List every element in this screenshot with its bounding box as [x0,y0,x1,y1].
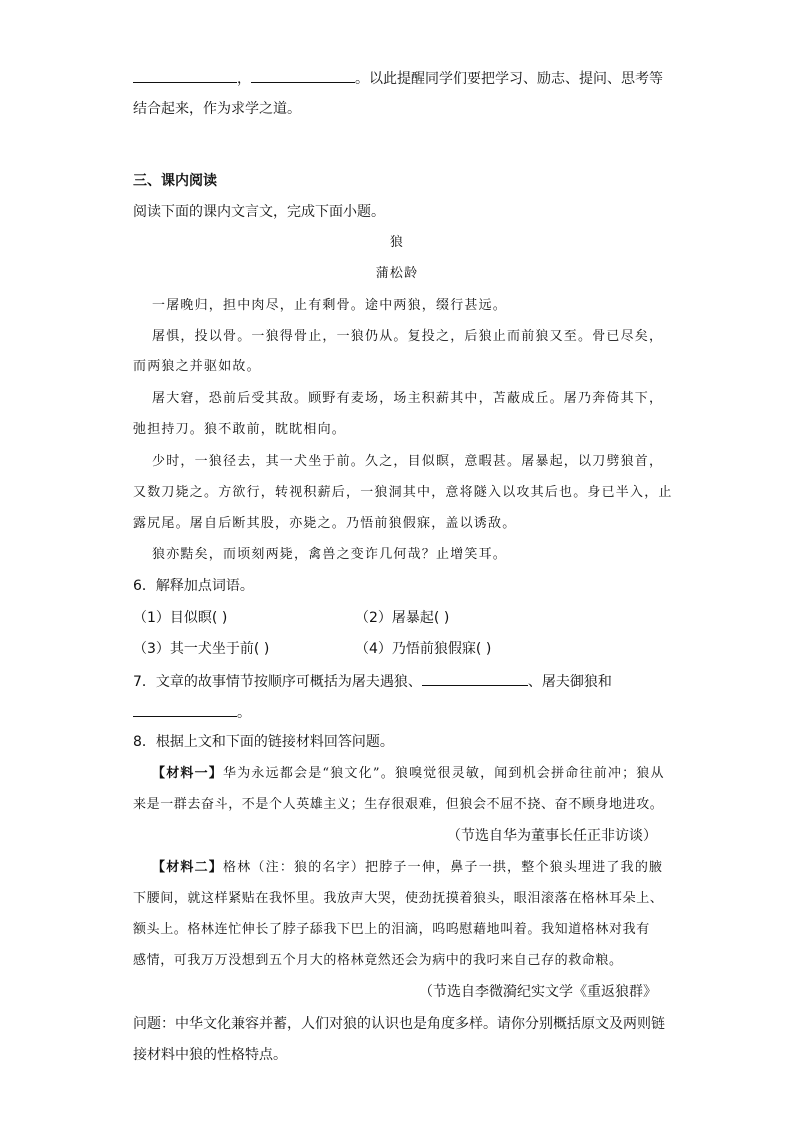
material1-line2: 来是一群去奋斗，不是个人英雄主义；生存很艰难，但狼会不屈不挠、奋不顾身地进攻。 [133,797,664,812]
passage-line: 狼亦黠矣，而顷刻两毙，禽兽之变诈几何哉？止增笑耳。 [152,547,508,562]
material2-line2: 下腰间，就这样紧贴在我怀里。我放声大哭，使劲抚摸着狼头，眼泪滚落在格林耳朵上、 [133,891,664,906]
q7-stem: 7．文章的故事情节按顺序可概括为屠夫遇狼、 [133,674,422,690]
passage-author: 蒲松龄 [375,266,419,281]
comma: ， [237,71,251,87]
section1-line1 [133,68,663,88]
material1-label: 【材料一】 [152,766,224,781]
q6-item-4[interactable]: （4）乃悟前狼假寐( ) [355,641,492,657]
q8-stem: 8．根据上文和下面的链接材料回答问题。 [133,734,394,750]
q8-question-line2: 接材料中狼的性格特点。 [133,1047,287,1063]
passage-line: 弛担持刀。狼不敢前，眈眈相向。 [133,422,347,437]
material2-line4: 感情，可我万万没想到五个月大的格林竟然还会为病中的我叼来自己存的救命粮。 [133,953,623,968]
q6-item-2[interactable]: （2）屠暴起( ) [355,610,450,626]
answer-blank[interactable] [133,68,237,83]
answer-blank[interactable] [133,702,237,717]
answer-blank[interactable] [251,68,355,83]
q7-line2 [133,702,251,722]
passage-line: 屠惧，投以骨。一狼得骨止，一狼仍从。复投之，后狼止而前狼又至。骨已尽矣， [152,329,664,344]
material2-label: 【材料二】 [152,860,224,875]
q6-item-1[interactable]: （1）目似瞑( ) [133,610,228,626]
passage-line: 屠大窘，恐前后受其敌。顾野有麦场，场主积薪其中，苫蔽成丘。屠乃奔倚其下， [152,391,664,406]
material2-line1 [152,859,663,877]
material2-line3: 额头上。格林连忙伸长了脖子舔我下巴上的泪滴，呜呜慰藉地叫着。我知道格林对我有 [133,922,650,937]
section-instruction: 阅读下面的课内文言文，完成下面小题。 [133,204,385,220]
q7-middle: 、屠夫御狼和 [527,674,612,690]
passage-title: 狼 [389,235,405,250]
q7-end: 。 [237,705,251,721]
material1-line1 [152,765,665,783]
passage-line: 露尻尾。屠自后断其股，亦毙之。乃悟前狼假寐，盖以诱敌。 [133,516,517,531]
section1-text: 。以此提醒同学们要把学习、励志、提问、思考等 [355,71,663,87]
material2-source: （节选自李微漪纪实文学《重返狼群》 [419,984,657,1000]
q6-item-3[interactable]: （3）其一犬坐于前( ) [133,641,270,657]
section-heading: 三、课内阅读 [133,173,217,189]
q7-line1 [133,671,612,691]
q6-stem: 6．解释加点词语。 [133,578,254,594]
q8-question-line1: 问题：中华文化兼容并蓄，人们对狼的认识也是角度多样。请你分别概括原文及两则链 [133,1016,665,1032]
passage-line: 又数刀毙之。方欲行，转视积薪后，一狼洞其中，意将隧入以攻其后也。身已半入，止 [133,485,673,500]
material2-text: 格林（注：狼的名字）把脖子一伸，鼻子一拱，整个狼头埋进了我的腋 [223,860,664,875]
answer-blank[interactable] [422,671,528,686]
passage-line: 少时，一狼径去，其一犬坐于前。久之，目似瞑，意暇甚。屠暴起，以刀劈狼首， [152,454,664,469]
passage-line: 一屠晚归，担中肉尽，止有剩骨。途中两狼，缀行甚远。 [152,298,508,313]
passage-line: 而两狼之并驱如故。 [133,359,261,374]
section1-line2: 结合起来，作为求学之道。 [133,101,301,117]
material1-source: （节选自华为董事长任正非访谈） [447,828,657,844]
material1-text: 华为永远都会是“狼文化”。狼嗅觉很灵敏，闻到机会拼命往前冲；狼从 [223,766,665,781]
